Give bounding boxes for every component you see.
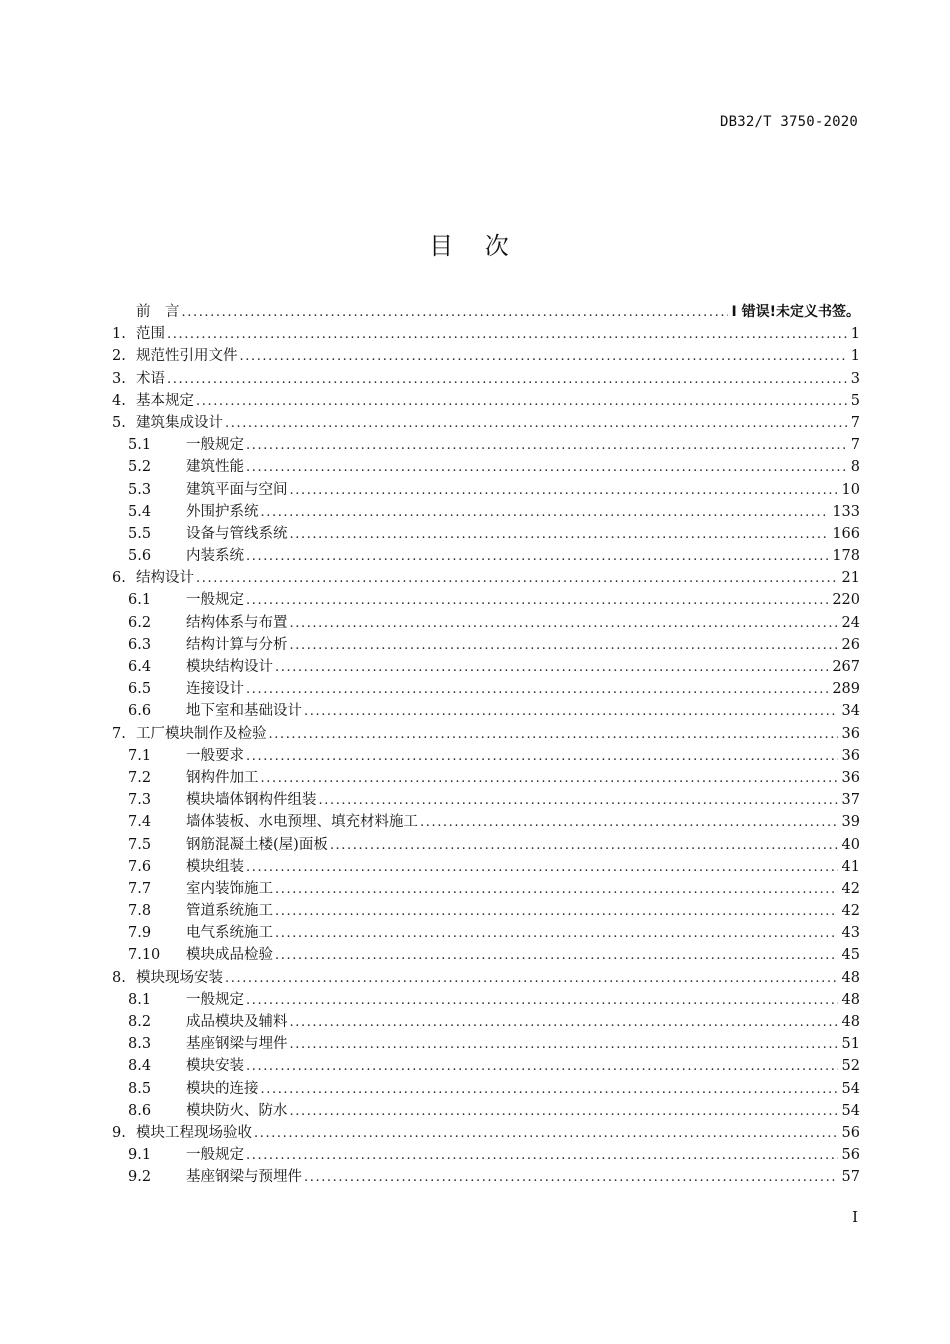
toc-entry[interactable]	[112, 745, 860, 767]
toc-entry-label: 模块防火、防水	[186, 1102, 288, 1119]
toc-entry-page: 220	[832, 592, 860, 609]
toc-entry-label: 地下室和基础设计	[186, 703, 302, 720]
toc-entry-number: 5.3	[128, 481, 152, 498]
toc-entry-label: 一般规定	[186, 592, 244, 609]
toc-entry-page: 1	[850, 326, 860, 343]
toc-entry-number: 6.	[112, 570, 126, 587]
toc-dot-leader	[261, 768, 838, 790]
toc-entry-label: 模块成品检验	[186, 947, 273, 964]
toc-entry-page: 1	[850, 348, 860, 365]
toc-entry-number: 5.6	[128, 548, 152, 565]
toc-entry-page: 51	[841, 1036, 860, 1053]
toc-dot-leader	[420, 812, 838, 834]
toc-entry-number: 5.1	[128, 437, 152, 454]
toc-entry-page: 54	[841, 1080, 860, 1097]
toc-dot-leader	[275, 657, 828, 679]
toc-entry-number: 3.	[112, 370, 126, 387]
toc-dot-leader	[196, 391, 847, 413]
toc-entry[interactable]	[112, 634, 860, 656]
toc-entry-number: 7.3	[128, 792, 152, 809]
toc-entry-page: 43	[841, 925, 860, 942]
page-title: 目 次	[429, 232, 521, 260]
toc-dot-leader	[246, 679, 828, 701]
toc-dot-leader	[275, 923, 838, 945]
toc-entry-label: 工厂模块制作及检验	[136, 725, 267, 742]
toc-entry-number: 7.	[112, 725, 126, 742]
toc-dot-leader	[254, 1123, 838, 1145]
toc-entry-label: 外围护系统	[186, 503, 259, 520]
toc-entry-page: 39	[841, 814, 860, 831]
toc-entry-label: 管道系统施工	[186, 903, 273, 920]
toc-entry-number: 8.6	[128, 1102, 152, 1119]
toc-entry-label: 建筑性能	[186, 459, 244, 476]
toc-entry[interactable]	[112, 1055, 860, 1077]
toc-entry-number: 8.4	[128, 1058, 152, 1075]
toc-entry-label: 连接设计	[186, 681, 244, 698]
toc-dot-leader	[246, 457, 847, 479]
toc-entry-page: 42	[841, 880, 860, 897]
toc-entry[interactable]	[112, 323, 860, 345]
toc-dot-leader	[275, 879, 838, 901]
toc-entry-number: 2.	[112, 348, 126, 365]
toc-entry-page: 45	[841, 947, 860, 964]
toc-entry[interactable]	[112, 723, 860, 745]
toc-dot-leader	[246, 590, 828, 612]
toc-entry-number: 7.2	[128, 769, 152, 786]
standard-code: DB32/T 3750-2020	[719, 114, 858, 130]
toc-entry[interactable]	[112, 900, 860, 922]
toc-entry-page: 178	[832, 548, 860, 565]
toc-entry-number: 4.	[112, 392, 126, 409]
toc-entry-label: 建筑平面与空间	[186, 481, 288, 498]
toc-entry[interactable]	[112, 967, 860, 989]
toc-entry-number: 7.5	[128, 836, 152, 853]
toc-entry-number: 9.1	[128, 1147, 152, 1164]
toc-entry[interactable]	[112, 501, 860, 523]
toc-dot-leader	[330, 835, 838, 857]
toc-entry-number: 7.8	[128, 903, 152, 920]
toc-entry-label: 结构体系与布置	[186, 614, 288, 631]
toc-entry-number: 1.	[112, 326, 126, 343]
toc-dot-leader	[275, 901, 838, 923]
toc-entry-number: 5.4	[128, 503, 152, 520]
toc-entry[interactable]	[112, 656, 860, 678]
toc-entry-label: 模块结构设计	[186, 659, 273, 675]
toc-entry[interactable]	[112, 1078, 860, 1100]
toc-dot-leader	[182, 302, 728, 324]
toc-dot-leader	[290, 1101, 838, 1123]
toc-entry-page: 52	[841, 1058, 860, 1075]
toc-entry[interactable]	[112, 700, 860, 722]
toc-dot-leader	[290, 480, 838, 502]
toc-entry-label: 前 言	[136, 304, 180, 320]
footer-page-number: I	[852, 1208, 858, 1226]
toc-entry-number: 6.4	[128, 659, 152, 675]
toc-entry-label: 基本规定	[136, 392, 194, 409]
toc-entry-label: 室内装饰施工	[186, 880, 273, 897]
toc-entry-label: 钢构件加工	[186, 769, 259, 786]
toc-entry-page: 34	[841, 703, 860, 720]
toc-dot-leader	[290, 1012, 838, 1034]
toc-dot-leader	[246, 435, 847, 457]
toc-entry-page: 56	[841, 1147, 860, 1164]
toc-entry[interactable]	[112, 545, 860, 567]
toc-entry-page: I 错误!未定义书签。	[731, 304, 860, 320]
toc-entry-label: 墙体装板、水电预埋、填充材料施工	[186, 814, 418, 831]
toc-entry[interactable]	[112, 789, 860, 811]
toc-entry-page: 48	[841, 969, 860, 986]
toc-dot-leader	[167, 369, 847, 391]
toc-entry-page: 5	[850, 392, 860, 409]
toc-entry-number: 8.3	[128, 1036, 152, 1053]
toc-entry-page: 36	[841, 725, 860, 742]
toc-entry[interactable]	[112, 1122, 860, 1144]
toc-entry-page: 42	[841, 903, 860, 920]
toc-entry-label: 术语	[136, 370, 165, 387]
toc-entry-page: 24	[841, 614, 860, 631]
toc-dot-leader	[167, 324, 847, 346]
toc-dot-leader	[246, 857, 838, 879]
toc-entry[interactable]	[112, 878, 860, 900]
toc-entry-number: 6.1	[128, 592, 152, 609]
toc-entry-page: 48	[841, 991, 860, 1008]
toc-dot-leader	[246, 546, 828, 568]
toc-entry-page: 26	[841, 636, 860, 653]
toc-entry-page: 54	[841, 1102, 860, 1119]
toc-dot-leader	[304, 701, 838, 723]
toc-entry[interactable]	[112, 767, 860, 789]
toc-entry-number: 8.2	[128, 1014, 152, 1030]
toc-entry-page: 7	[850, 437, 860, 454]
toc-entry-page: 40	[841, 836, 860, 853]
toc-entry-page: 133	[832, 503, 860, 520]
toc-dot-leader	[290, 524, 829, 546]
toc-entry[interactable]	[112, 567, 860, 589]
toc-entry-number: 7.1	[128, 747, 152, 764]
toc-entry[interactable]	[112, 1166, 860, 1188]
toc-dot-leader	[240, 346, 847, 368]
toc-dot-leader	[290, 1034, 838, 1056]
toc-entry-label: 基座钢梁与预埋件	[186, 1169, 302, 1186]
toc-entry-label: 建筑集成设计	[136, 414, 223, 431]
table-of-contents	[112, 301, 860, 1189]
toc-entry-number: 8.	[112, 969, 126, 986]
toc-dot-leader	[246, 990, 838, 1012]
toc-entry-label: 成品模块及辅料	[186, 1014, 288, 1030]
toc-entry-number: 6.6	[128, 703, 152, 720]
toc-entry[interactable]	[112, 301, 860, 323]
toc-entry-page: 57	[841, 1169, 860, 1186]
toc-entry-number: 6.3	[128, 636, 152, 653]
toc-dot-leader	[319, 790, 838, 812]
toc-entry-page: 48	[841, 1014, 860, 1030]
toc-entry-page: 21	[841, 570, 860, 587]
toc-entry-number: 7.6	[128, 858, 152, 875]
toc-dot-leader	[290, 613, 838, 635]
toc-entry[interactable]	[112, 834, 860, 856]
toc-entry-number: 5.2	[128, 459, 152, 476]
toc-dot-leader	[225, 968, 838, 990]
toc-entry[interactable]	[112, 434, 860, 456]
toc-dot-leader	[246, 746, 838, 768]
toc-entry-number: 7.4	[128, 814, 152, 831]
toc-entry[interactable]	[112, 856, 860, 878]
toc-entry-number: 7.10	[128, 947, 161, 964]
toc-entry-number: 9.2	[128, 1169, 152, 1186]
toc-entry[interactable]	[112, 345, 860, 367]
toc-entry-number: 5.	[112, 414, 126, 431]
toc-entry-page: 10	[841, 481, 860, 498]
toc-dot-leader	[269, 724, 838, 746]
toc-entry-label: 钢筋混凝土楼(屋)面板	[186, 836, 328, 853]
toc-entry-label: 电气系统施工	[186, 925, 273, 942]
toc-entry-label: 一般规定	[186, 437, 244, 454]
toc-entry-label: 一般要求	[186, 747, 244, 764]
toc-entry[interactable]	[112, 1100, 860, 1122]
toc-entry-number: 7.7	[128, 880, 152, 897]
toc-entry-label: 设备与管线系统	[186, 525, 288, 542]
toc-entry-page: 36	[841, 769, 860, 786]
toc-dot-leader	[196, 568, 838, 590]
toc-entry-label: 一般规定	[186, 1147, 244, 1164]
toc-entry[interactable]	[112, 589, 860, 611]
toc-entry[interactable]	[112, 412, 860, 434]
toc-dot-leader	[290, 635, 838, 657]
toc-entry-label: 模块的连接	[186, 1080, 259, 1097]
toc-entry-page: 8	[850, 459, 860, 476]
toc-dot-leader	[225, 413, 847, 435]
toc-dot-leader	[246, 1145, 838, 1167]
toc-entry-number: 6.5	[128, 681, 152, 698]
toc-entry-page: 3	[850, 370, 860, 387]
toc-entry[interactable]	[112, 922, 860, 944]
toc-entry-page: 289	[832, 681, 860, 698]
toc-entry[interactable]	[112, 390, 860, 412]
toc-entry[interactable]	[112, 456, 860, 478]
toc-entry-page: 166	[832, 525, 860, 542]
toc-entry-label: 模块组装	[186, 858, 244, 875]
toc-dot-leader	[275, 945, 838, 967]
toc-entry-label: 规范性引用文件	[136, 348, 238, 365]
toc-entry-label: 范围	[136, 326, 165, 343]
toc-dot-leader	[246, 1056, 838, 1078]
toc-entry-number: 8.5	[128, 1080, 152, 1097]
toc-entry-label: 基座钢梁与埋件	[186, 1036, 288, 1053]
toc-dot-leader	[261, 1079, 838, 1101]
toc-entry[interactable]	[112, 1033, 860, 1055]
toc-entry-label: 模块工程现场验收	[136, 1124, 252, 1141]
toc-entry-page: 7	[850, 414, 860, 431]
toc-entry-label: 模块墙体钢构件组装	[186, 792, 317, 809]
toc-entry-page: 36	[841, 747, 860, 764]
toc-entry[interactable]	[112, 612, 860, 634]
toc-entry-page: 267	[832, 659, 860, 675]
toc-entry-label: 模块安装	[186, 1058, 244, 1075]
toc-entry-label: 模块现场安装	[136, 969, 223, 986]
toc-entry[interactable]	[112, 1144, 860, 1166]
toc-entry[interactable]	[112, 944, 860, 966]
toc-entry[interactable]	[112, 989, 860, 1011]
toc-entry-number: 8.1	[128, 991, 152, 1008]
toc-entry-label: 结构设计	[136, 570, 194, 587]
toc-entry[interactable]	[112, 1011, 860, 1033]
toc-entry-page: 56	[841, 1124, 860, 1141]
toc-dot-leader	[304, 1167, 838, 1189]
toc-entry[interactable]	[112, 523, 860, 545]
toc-entry-number: 6.2	[128, 614, 152, 631]
toc-dot-leader	[261, 502, 829, 524]
toc-entry[interactable]	[112, 368, 860, 390]
toc-entry-page: 41	[841, 858, 860, 875]
toc-entry-number: 7.9	[128, 925, 152, 942]
toc-entry-number: 9.	[112, 1124, 126, 1141]
toc-entry[interactable]	[112, 479, 860, 501]
toc-entry[interactable]	[112, 678, 860, 700]
toc-entry-number: 5.5	[128, 525, 152, 542]
toc-entry-label: 内装系统	[186, 548, 244, 565]
toc-entry-label: 一般规定	[186, 991, 244, 1008]
toc-entry[interactable]	[112, 811, 860, 833]
toc-entry-page: 37	[841, 792, 860, 809]
toc-entry-label: 结构计算与分析	[186, 636, 288, 653]
